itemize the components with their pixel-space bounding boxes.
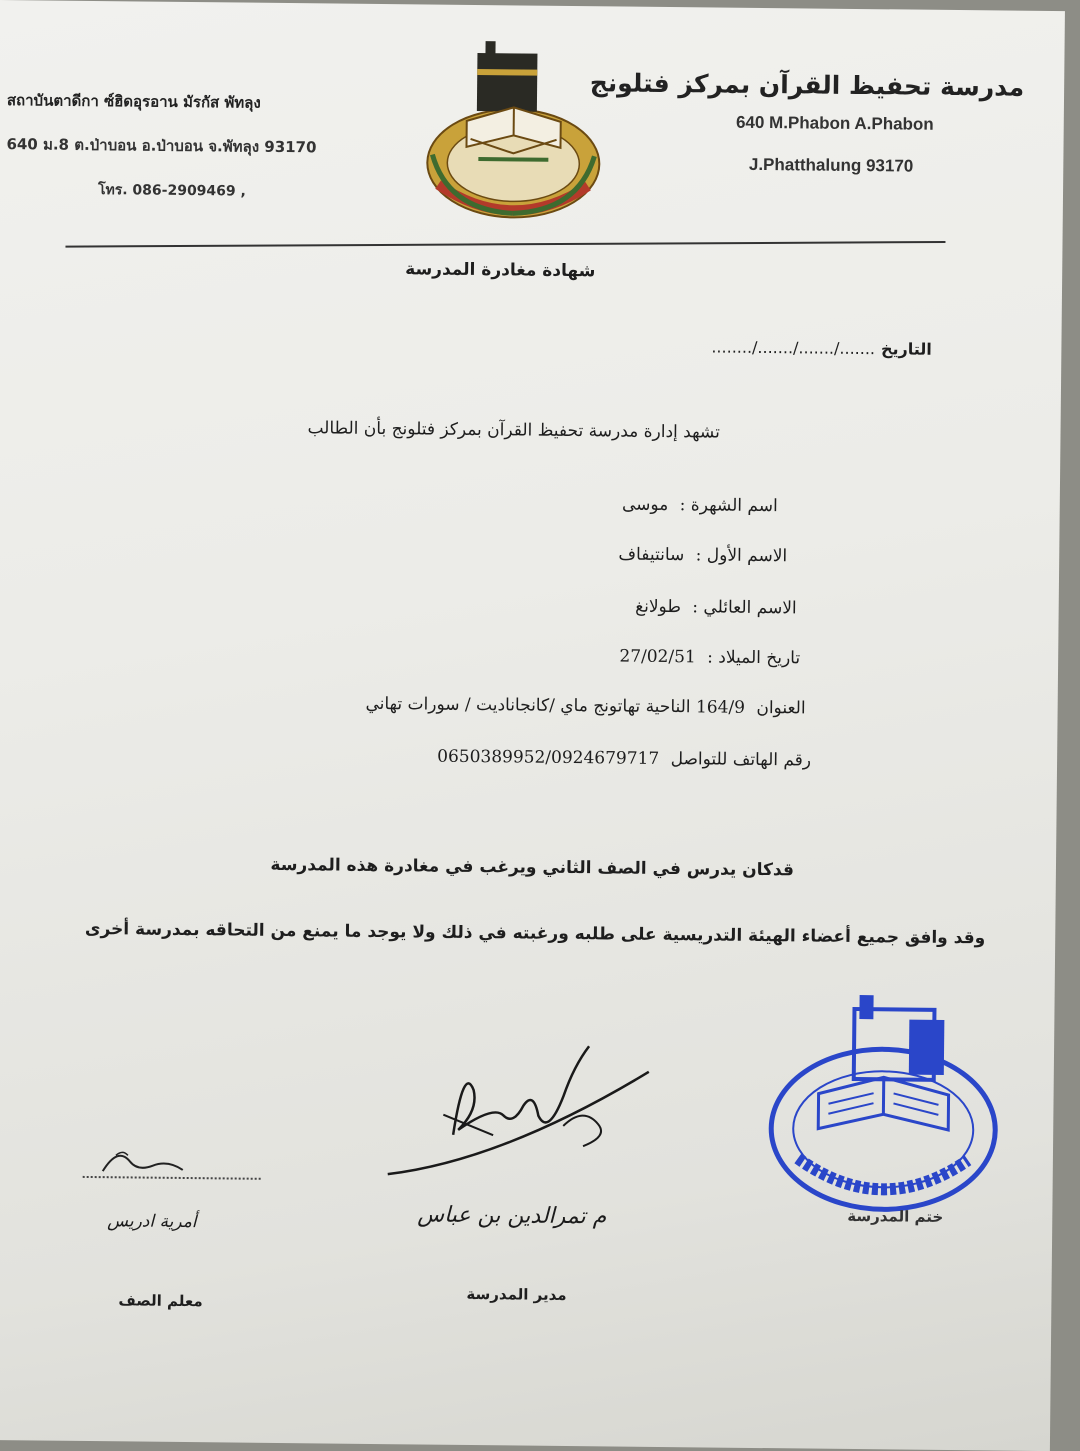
certificate-title: شهادة مغادرة المدرسة bbox=[405, 259, 595, 281]
address-english-line1: 640 M.Phabon A.Phabon bbox=[589, 111, 934, 135]
address-thai: 640 ม.8 ต.ป่าบอน อ.ป่าบอน จ.พัทลุง 93170 bbox=[6, 132, 316, 159]
school-logo bbox=[418, 34, 610, 226]
date-row bbox=[711, 337, 932, 358]
field-label: الاسم الأول bbox=[707, 545, 788, 566]
date-placeholder: ......../......./......./....... bbox=[711, 337, 875, 358]
field-label: العنوان bbox=[756, 698, 805, 719]
intro-statement: تشهد إدارة مدرسة تحفيظ القرآن بمركز فتلونج بأن الطالب bbox=[307, 418, 720, 442]
field-value: طولانغ bbox=[635, 597, 681, 617]
director-handwritten-name: م تمرالدين بن عباس bbox=[417, 1202, 606, 1229]
stamp-label: ختم المدرسة bbox=[847, 1207, 943, 1226]
field-value: سانتيفاف bbox=[618, 545, 684, 566]
director-signature bbox=[383, 1034, 655, 1182]
field-family-name: الاسم العائلي : طولانغ bbox=[635, 597, 797, 619]
date-label: التاريخ bbox=[881, 339, 932, 359]
field-value: 27/02/51 bbox=[619, 647, 696, 668]
telephone-thai: โทร. 086-2909469 , bbox=[98, 179, 316, 203]
director-label: مدير المدرسة bbox=[466, 1285, 566, 1304]
field-label: اسم الشهرة bbox=[691, 495, 778, 516]
field-label: الاسم العائلي bbox=[703, 597, 796, 618]
field-value: موسى bbox=[622, 495, 669, 515]
statement-approval: وقد وافق جميع أعضاء الهيئة التدريسية على طلبه ورغبته في ذلك ولا يوجد ما يمنع من التحاقه بمدرسة أخرى bbox=[85, 919, 985, 948]
field-address bbox=[365, 694, 805, 719]
teacher-handwritten-name: أمرية ادريس bbox=[107, 1211, 197, 1232]
field-value: 164/9 الناحية تهاتونج ماي /كانجاناديت / سورات تهاني bbox=[365, 694, 745, 718]
school-name-arabic: مدرسة تحفيظ القرآن بمركز فتلونج bbox=[590, 68, 1025, 102]
address-english-line2: J.Phatthalung 93170 bbox=[589, 153, 914, 176]
field-nickname: اسم الشهرة : موسى bbox=[622, 495, 778, 517]
field-label: تاريخ الميلاد bbox=[718, 648, 800, 669]
teacher-label: معلم الصف bbox=[118, 1291, 202, 1310]
field-birth-date: تاريخ الميلاد : 27/02/51 bbox=[619, 647, 800, 669]
field-label: رقم الهاتف للتواصل bbox=[671, 749, 812, 770]
field-phone bbox=[437, 747, 811, 771]
header-left bbox=[6, 88, 317, 203]
school-stamp bbox=[757, 988, 1009, 1231]
field-value: 0650389952/0924679717 bbox=[437, 747, 659, 769]
header-right bbox=[589, 68, 1024, 178]
school-name-thai: สถาบันตาดีกา ซ์ฮิดอุรอาน มัรกัส พัทลุง bbox=[7, 88, 317, 115]
header-divider bbox=[65, 241, 945, 248]
statement-grade: قدكان يدرس في الصف الثاني ويرغب في مغادرة هذه المدرسة bbox=[270, 855, 794, 880]
field-first-name: الاسم الأول : سانتيفاف bbox=[618, 545, 787, 567]
